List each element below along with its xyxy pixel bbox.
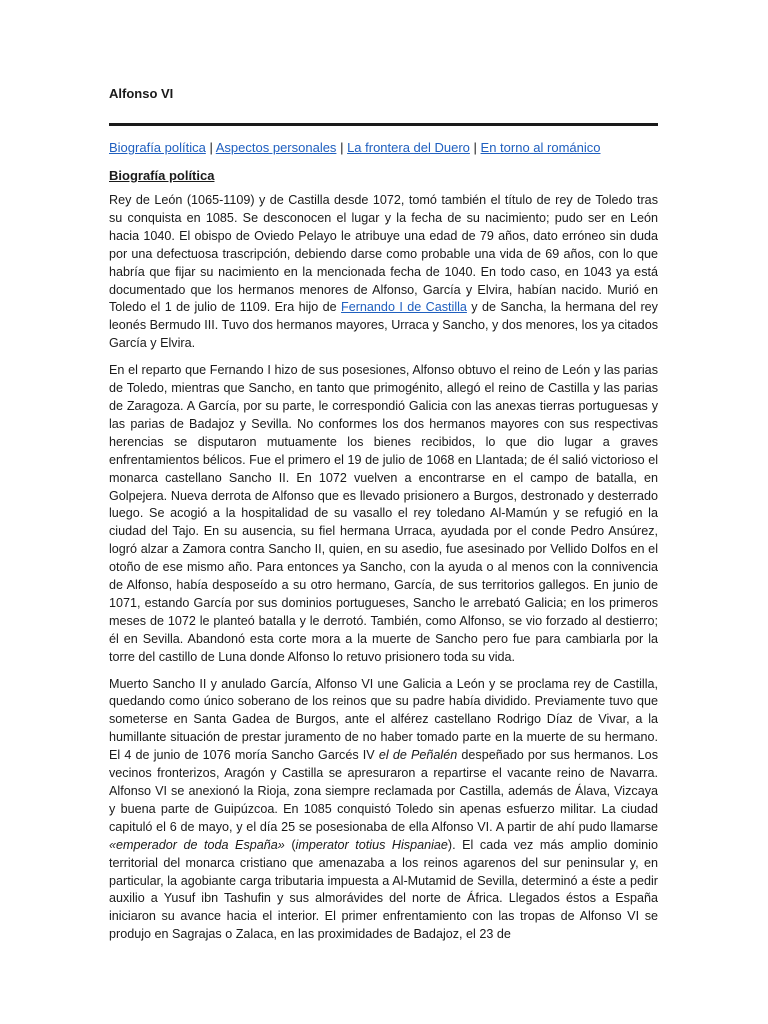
paragraph-3-text-d: ). El cada vez más amplio dominio territorial del monarca cristiano que amenazaba a los reinos agarenos del sur peninsular y, en particular, la agobiante carga tributaria impuesta a Al-Mutamid de Sevilla, determinó a éste a pedir auxilio a Yusuf ibn Tashufin y sus almorávides del norte de África. Llegados éstos a España iniciaron su avance hacia el interior. El primer enfrentamiento con las tropas de Alfonso VI se produjo en Sagrajas o Zalaca, en las proximidades de Badajoz, el 23 de (109, 837, 658, 942)
article-body (109, 192, 658, 953)
nav-separator: | (340, 140, 348, 155)
paragraph-1-text-a: Rey de León (1065-1109) y de Castilla desde 1072, tomó también el título de rey de Toledo tras su conquista en 1085. Se desconocen el lugar y la fecha de su nacimiento; pudo ser en León hacia 1040. El obispo de Oviedo Pelayo le atribuye una edad de 79 años, dato erróneo sin duda por una defectuosa trascripción, debiendo darse como probable una vida de 69 años, con lo que habría que fijar su nacimiento en la mencionada fecha de 1040. En todo caso, en 1043 ya está documentado que los hermanos menores de Alfonso, García y Elvira, habían nacido. Murió en Toledo el 1 de julio de 1109. Era hijo de (109, 193, 658, 315)
section-nav (109, 140, 601, 155)
nav-separator: | (209, 140, 216, 155)
paragraph-3 (109, 676, 658, 945)
paragraph-3-text-a: Muerto Sancho II y anulado García, Alfonso VI une Galicia a León y se proclama rey de Castilla, quedando como único soberano de los reinos que su padre había dividido. Previamente tuvo que someterse en Santa Gadea de Burgos, ante el alférez castellano Rodrigo Díaz de Vivar, a la humillante situación de prestar juramento de no haber tomado parte en la muerte de su hermano. El 4 de junio de 1076 moría Sancho Garcés IV (109, 676, 658, 763)
nav-link-frontera-duero[interactable]: La frontera del Duero (347, 140, 470, 155)
italic-title-spanish: «emperador de toda España» (109, 837, 285, 852)
section-heading: Biografía política (109, 168, 215, 183)
nav-link-biografia-politica[interactable]: Biografía política (109, 140, 206, 155)
paragraph-3-text-b: despeñado por sus hermanos. Los vecinos fronterizos, Aragón y Castilla se apresuraron a repartirse el vacante reino de Navarra. Alfonso VI se anexionó la Rioja, zona siempre reclamada por Castilla, además de Álava, Vizcaya y buena parte de Guipúzcoa. En 1085 conquistó Toledo sin apenas esfuerzo militar. La ciudad capituló el 6 de mayo, y el día 25 se posesionaba de ella Alfonso VI. A partir de ahí pudo llamarse (109, 748, 658, 834)
italic-title-latin: imperator totius Hispaniae (295, 837, 448, 852)
paragraph-3-text-c: ( (284, 837, 296, 852)
paragraph-1 (109, 192, 658, 353)
page-title: Alfonso VI (109, 86, 174, 101)
nav-separator: | (473, 140, 481, 155)
italic-epithet: el de Peñalén (378, 748, 458, 763)
nav-link-romanico[interactable]: En torno al románico (480, 140, 601, 155)
title-divider (109, 123, 658, 126)
nav-link-aspectos-personales[interactable]: Aspectos personales (215, 140, 337, 155)
paragraph-2: En el reparto que Fernando I hizo de sus posesiones, Alfonso obtuvo el reino de León y las parias de Toledo, mientras que Sancho, en tanto que primogénito, allegó el reino de Castilla y las parias de Zaragoza. A García, por su parte, le correspondió Galicia con las anexas tierras portuguesas y las parias de Badajoz y Sevilla. No conformes los dos hermanos mayores con sus respectivas herencias se disputaron mutuamente los bienes recibidos, lo que dio lugar a graves enfrentamientos bélicos. Fue el primero el 19 de julio de 1068 en Llantada; de él salió victorioso el monarca castellano Sancho II. En 1072 vuelven a encontrarse en el campo de batalla, en Golpejera. Nueva derrota de Alfonso que es llevado prisionero a Burgos, destronado y desterrado luego. Se acogió a la hospitalidad de su vasallo el rey toledano Al-Mamún y se refugió en la ciudad del Tajo. En su ausencia, su fiel hermana Urraca, ayudada por el conde Pedro Ansúrez, logró alzar a Zamora contra Sancho II, quien, en su asedio, fue asesinado por Vellido Dolfos en el otoño de ese mismo año. Para entonces ya Sancho, con la ayuda o al menos con la connivencia de Alfonso, había desposeído a su otro hermano, García, de sus territorios gallegos. En junio de 1071, estando García por sus dominios portugueses, Sancho le arrebató Galicia; en los primeros meses de 1072 le planteó batalla y le derrotó. También, como Alfonso, se vio forzado al destierro; él en Sevilla. Abandonó esta corte mora a la muerte de Sancho pero fue para cambiarla por la torre del castillo de Luna donde Alfonso lo retuvo prisionero toda su vida. (109, 363, 658, 664)
paragraph-1-text-b: y de Sancha, la hermana del rey leonés Bermudo III. Tuvo dos hermanos mayores, Urraca y Sancho, y dos menores, los ya citados García y Elvira. (109, 300, 658, 351)
fernando-i-link[interactable]: Fernando I de Castilla (341, 300, 467, 315)
